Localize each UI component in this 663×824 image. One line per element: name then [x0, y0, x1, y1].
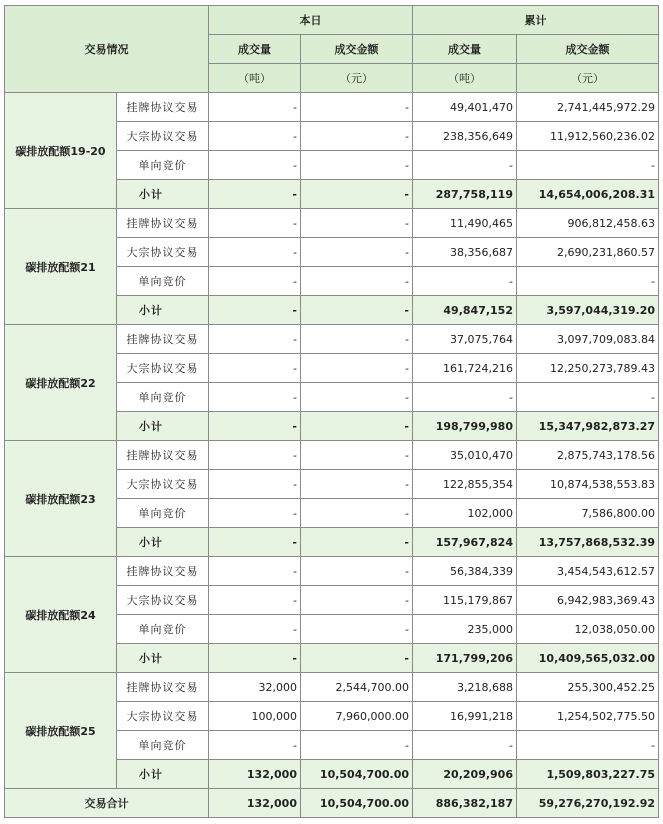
cumulative-volume-unit: （吨）	[413, 64, 517, 93]
trade-type-label: 挂牌协议交易	[117, 557, 209, 586]
cumulative-amount-cell: 14,654,006,208.31	[517, 180, 659, 209]
today-volume-cell: -	[209, 557, 301, 586]
trade-type-label: 单向竞价	[117, 383, 209, 412]
today-amount-cell: -	[301, 296, 413, 325]
today-volume-cell: -	[209, 93, 301, 122]
today-volume-cell: 32,000	[209, 673, 301, 702]
cumulative-amount-cell: -	[517, 267, 659, 296]
today-amount-cell: -	[301, 586, 413, 615]
cumulative-volume-cell: 49,847,152	[413, 296, 517, 325]
table-body	[5, 6, 659, 818]
today-volume-cell: -	[209, 383, 301, 412]
subtotal-label: 小计	[117, 412, 209, 441]
table-row	[5, 673, 659, 702]
trade-type-label: 挂牌协议交易	[117, 209, 209, 238]
today-volume-cell: -	[209, 412, 301, 441]
cumulative-volume-cell: -	[413, 151, 517, 180]
subtotal-label: 小计	[117, 180, 209, 209]
cumulative-volume-cell: 171,799,206	[413, 644, 517, 673]
today-volume-cell: 100,000	[209, 702, 301, 731]
today-amount-cell: 7,960,000.00	[301, 702, 413, 731]
cumulative-volume-cell: 49,401,470	[413, 93, 517, 122]
today-amount-header: 成交金额	[301, 35, 413, 64]
today-volume-cell: -	[209, 615, 301, 644]
trading-summary-table-wrapper	[4, 5, 659, 818]
cumulative-amount-cell: 10,874,538,553.83	[517, 470, 659, 499]
group-label: 碳排放配额19-20	[5, 93, 117, 209]
total-cumulative-amount-cell: 59,276,270,192.92	[517, 789, 659, 818]
today-amount-cell: -	[301, 180, 413, 209]
today-amount-cell: -	[301, 267, 413, 296]
today-volume-cell: -	[209, 296, 301, 325]
cumulative-amount-unit: （元）	[517, 64, 659, 93]
trade-type-label: 挂牌协议交易	[117, 325, 209, 354]
today-amount-cell: -	[301, 731, 413, 760]
subtotal-label: 小计	[117, 296, 209, 325]
total-today-volume-cell: 132,000	[209, 789, 301, 818]
cumulative-amount-cell: 13,757,868,532.39	[517, 528, 659, 557]
cumulative-amount-cell: -	[517, 731, 659, 760]
today-amount-cell: -	[301, 209, 413, 238]
cumulative-volume-cell: 3,218,688	[413, 673, 517, 702]
cumulative-volume-cell: 35,010,470	[413, 441, 517, 470]
today-amount-cell: -	[301, 412, 413, 441]
cumulative-volume-cell: 198,799,980	[413, 412, 517, 441]
cumulative-volume-cell: -	[413, 267, 517, 296]
total-today-amount-cell: 10,504,700.00	[301, 789, 413, 818]
cumulative-volume-cell: 56,384,339	[413, 557, 517, 586]
cumulative-volume-cell: 157,967,824	[413, 528, 517, 557]
cumulative-amount-cell: 1,254,502,775.50	[517, 702, 659, 731]
trading-summary-table	[4, 5, 659, 818]
trade-type-label: 单向竞价	[117, 499, 209, 528]
cumulative-amount-cell: 2,690,231,860.57	[517, 238, 659, 267]
cumulative-volume-cell: -	[413, 383, 517, 412]
today-amount-cell: -	[301, 354, 413, 383]
today-volume-cell: -	[209, 354, 301, 383]
trade-type-label: 大宗协议交易	[117, 702, 209, 731]
today-volume-cell: -	[209, 209, 301, 238]
cumulative-amount-cell: 11,912,560,236.02	[517, 122, 659, 151]
today-volume-cell: -	[209, 151, 301, 180]
table-row	[5, 93, 659, 122]
group-label: 碳排放配额25	[5, 673, 117, 789]
trade-type-label: 单向竞价	[117, 615, 209, 644]
group-label: 碳排放配额23	[5, 441, 117, 557]
cumulative-amount-cell: -	[517, 151, 659, 180]
today-amount-cell: -	[301, 644, 413, 673]
today-volume-unit: （吨）	[209, 64, 301, 93]
table-row	[5, 441, 659, 470]
today-volume-cell: -	[209, 238, 301, 267]
grand-total-label: 交易合计	[5, 789, 209, 818]
cumulative-volume-cell: 37,075,764	[413, 325, 517, 354]
table-row	[5, 209, 659, 238]
cumulative-volume-cell: 102,000	[413, 499, 517, 528]
corner-header: 交易情况	[5, 6, 209, 93]
cumulative-volume-cell: 161,724,216	[413, 354, 517, 383]
group-label: 碳排放配额22	[5, 325, 117, 441]
cumulative-amount-header: 成交金额	[517, 35, 659, 64]
cumulative-amount-cell: 2,741,445,972.29	[517, 93, 659, 122]
cumulative-amount-cell: 1,509,803,227.75	[517, 760, 659, 789]
trade-type-label: 单向竞价	[117, 151, 209, 180]
trade-type-label: 大宗协议交易	[117, 238, 209, 267]
cumulative-amount-cell: 12,038,050.00	[517, 615, 659, 644]
group-label: 碳排放配额21	[5, 209, 117, 325]
today-amount-cell: -	[301, 151, 413, 180]
header-row-1	[5, 6, 659, 35]
today-volume-cell: -	[209, 180, 301, 209]
today-amount-cell: -	[301, 325, 413, 354]
cumulative-volume-cell: 115,179,867	[413, 586, 517, 615]
cumulative-amount-cell: 15,347,982,873.27	[517, 412, 659, 441]
grand-total-row	[5, 789, 659, 818]
today-volume-cell: -	[209, 325, 301, 354]
cumulative-amount-cell: 7,586,800.00	[517, 499, 659, 528]
today-volume-cell: 132,000	[209, 760, 301, 789]
today-header: 本日	[209, 6, 413, 35]
cumulative-amount-cell: 12,250,273,789.43	[517, 354, 659, 383]
today-volume-cell: -	[209, 470, 301, 499]
subtotal-label: 小计	[117, 760, 209, 789]
cumulative-volume-cell: 235,000	[413, 615, 517, 644]
today-volume-cell: -	[209, 528, 301, 557]
today-amount-cell: -	[301, 441, 413, 470]
cumulative-volume-cell: 20,209,906	[413, 760, 517, 789]
trade-type-label: 挂牌协议交易	[117, 93, 209, 122]
today-volume-header: 成交量	[209, 35, 301, 64]
trade-type-label: 大宗协议交易	[117, 470, 209, 499]
trade-type-label: 挂牌协议交易	[117, 673, 209, 702]
cumulative-amount-cell: 3,097,709,083.84	[517, 325, 659, 354]
today-volume-cell: -	[209, 731, 301, 760]
cumulative-amount-cell: 3,597,044,319.20	[517, 296, 659, 325]
today-amount-cell: -	[301, 238, 413, 267]
trade-type-label: 单向竞价	[117, 731, 209, 760]
today-amount-cell: -	[301, 93, 413, 122]
cumulative-volume-cell: 238,356,649	[413, 122, 517, 151]
cumulative-volume-cell: 38,356,687	[413, 238, 517, 267]
subtotal-label: 小计	[117, 644, 209, 673]
cumulative-amount-cell: 2,875,743,178.56	[517, 441, 659, 470]
today-amount-cell: -	[301, 383, 413, 412]
cumulative-volume-header: 成交量	[413, 35, 517, 64]
today-amount-unit: （元）	[301, 64, 413, 93]
today-volume-cell: -	[209, 644, 301, 673]
cumulative-amount-cell: 6,942,983,369.43	[517, 586, 659, 615]
cumulative-volume-cell: -	[413, 731, 517, 760]
cumulative-amount-cell: 255,300,452.25	[517, 673, 659, 702]
cumulative-amount-cell: 10,409,565,032.00	[517, 644, 659, 673]
today-amount-cell: -	[301, 557, 413, 586]
today-volume-cell: -	[209, 122, 301, 151]
today-amount-cell: -	[301, 122, 413, 151]
cumulative-volume-cell: 11,490,465	[413, 209, 517, 238]
cumulative-volume-cell: 287,758,119	[413, 180, 517, 209]
today-amount-cell: -	[301, 470, 413, 499]
today-amount-cell: -	[301, 615, 413, 644]
cumulative-volume-cell: 16,991,218	[413, 702, 517, 731]
trade-type-label: 大宗协议交易	[117, 586, 209, 615]
today-amount-cell: 2,544,700.00	[301, 673, 413, 702]
today-volume-cell: -	[209, 441, 301, 470]
trade-type-label: 单向竞价	[117, 267, 209, 296]
subtotal-label: 小计	[117, 528, 209, 557]
cumulative-amount-cell: 906,812,458.63	[517, 209, 659, 238]
today-amount-cell: -	[301, 528, 413, 557]
cumulative-amount-cell: 3,454,543,612.57	[517, 557, 659, 586]
cumulative-header: 累计	[413, 6, 659, 35]
trade-type-label: 大宗协议交易	[117, 354, 209, 383]
table-row	[5, 557, 659, 586]
table-row	[5, 325, 659, 354]
trade-type-label: 挂牌协议交易	[117, 441, 209, 470]
today-volume-cell: -	[209, 586, 301, 615]
cumulative-volume-cell: 122,855,354	[413, 470, 517, 499]
trade-type-label: 大宗协议交易	[117, 122, 209, 151]
total-cumulative-volume-cell: 886,382,187	[413, 789, 517, 818]
today-amount-cell: -	[301, 499, 413, 528]
group-label: 碳排放配额24	[5, 557, 117, 673]
today-volume-cell: -	[209, 499, 301, 528]
cumulative-amount-cell: -	[517, 383, 659, 412]
today-amount-cell: 10,504,700.00	[301, 760, 413, 789]
today-volume-cell: -	[209, 267, 301, 296]
